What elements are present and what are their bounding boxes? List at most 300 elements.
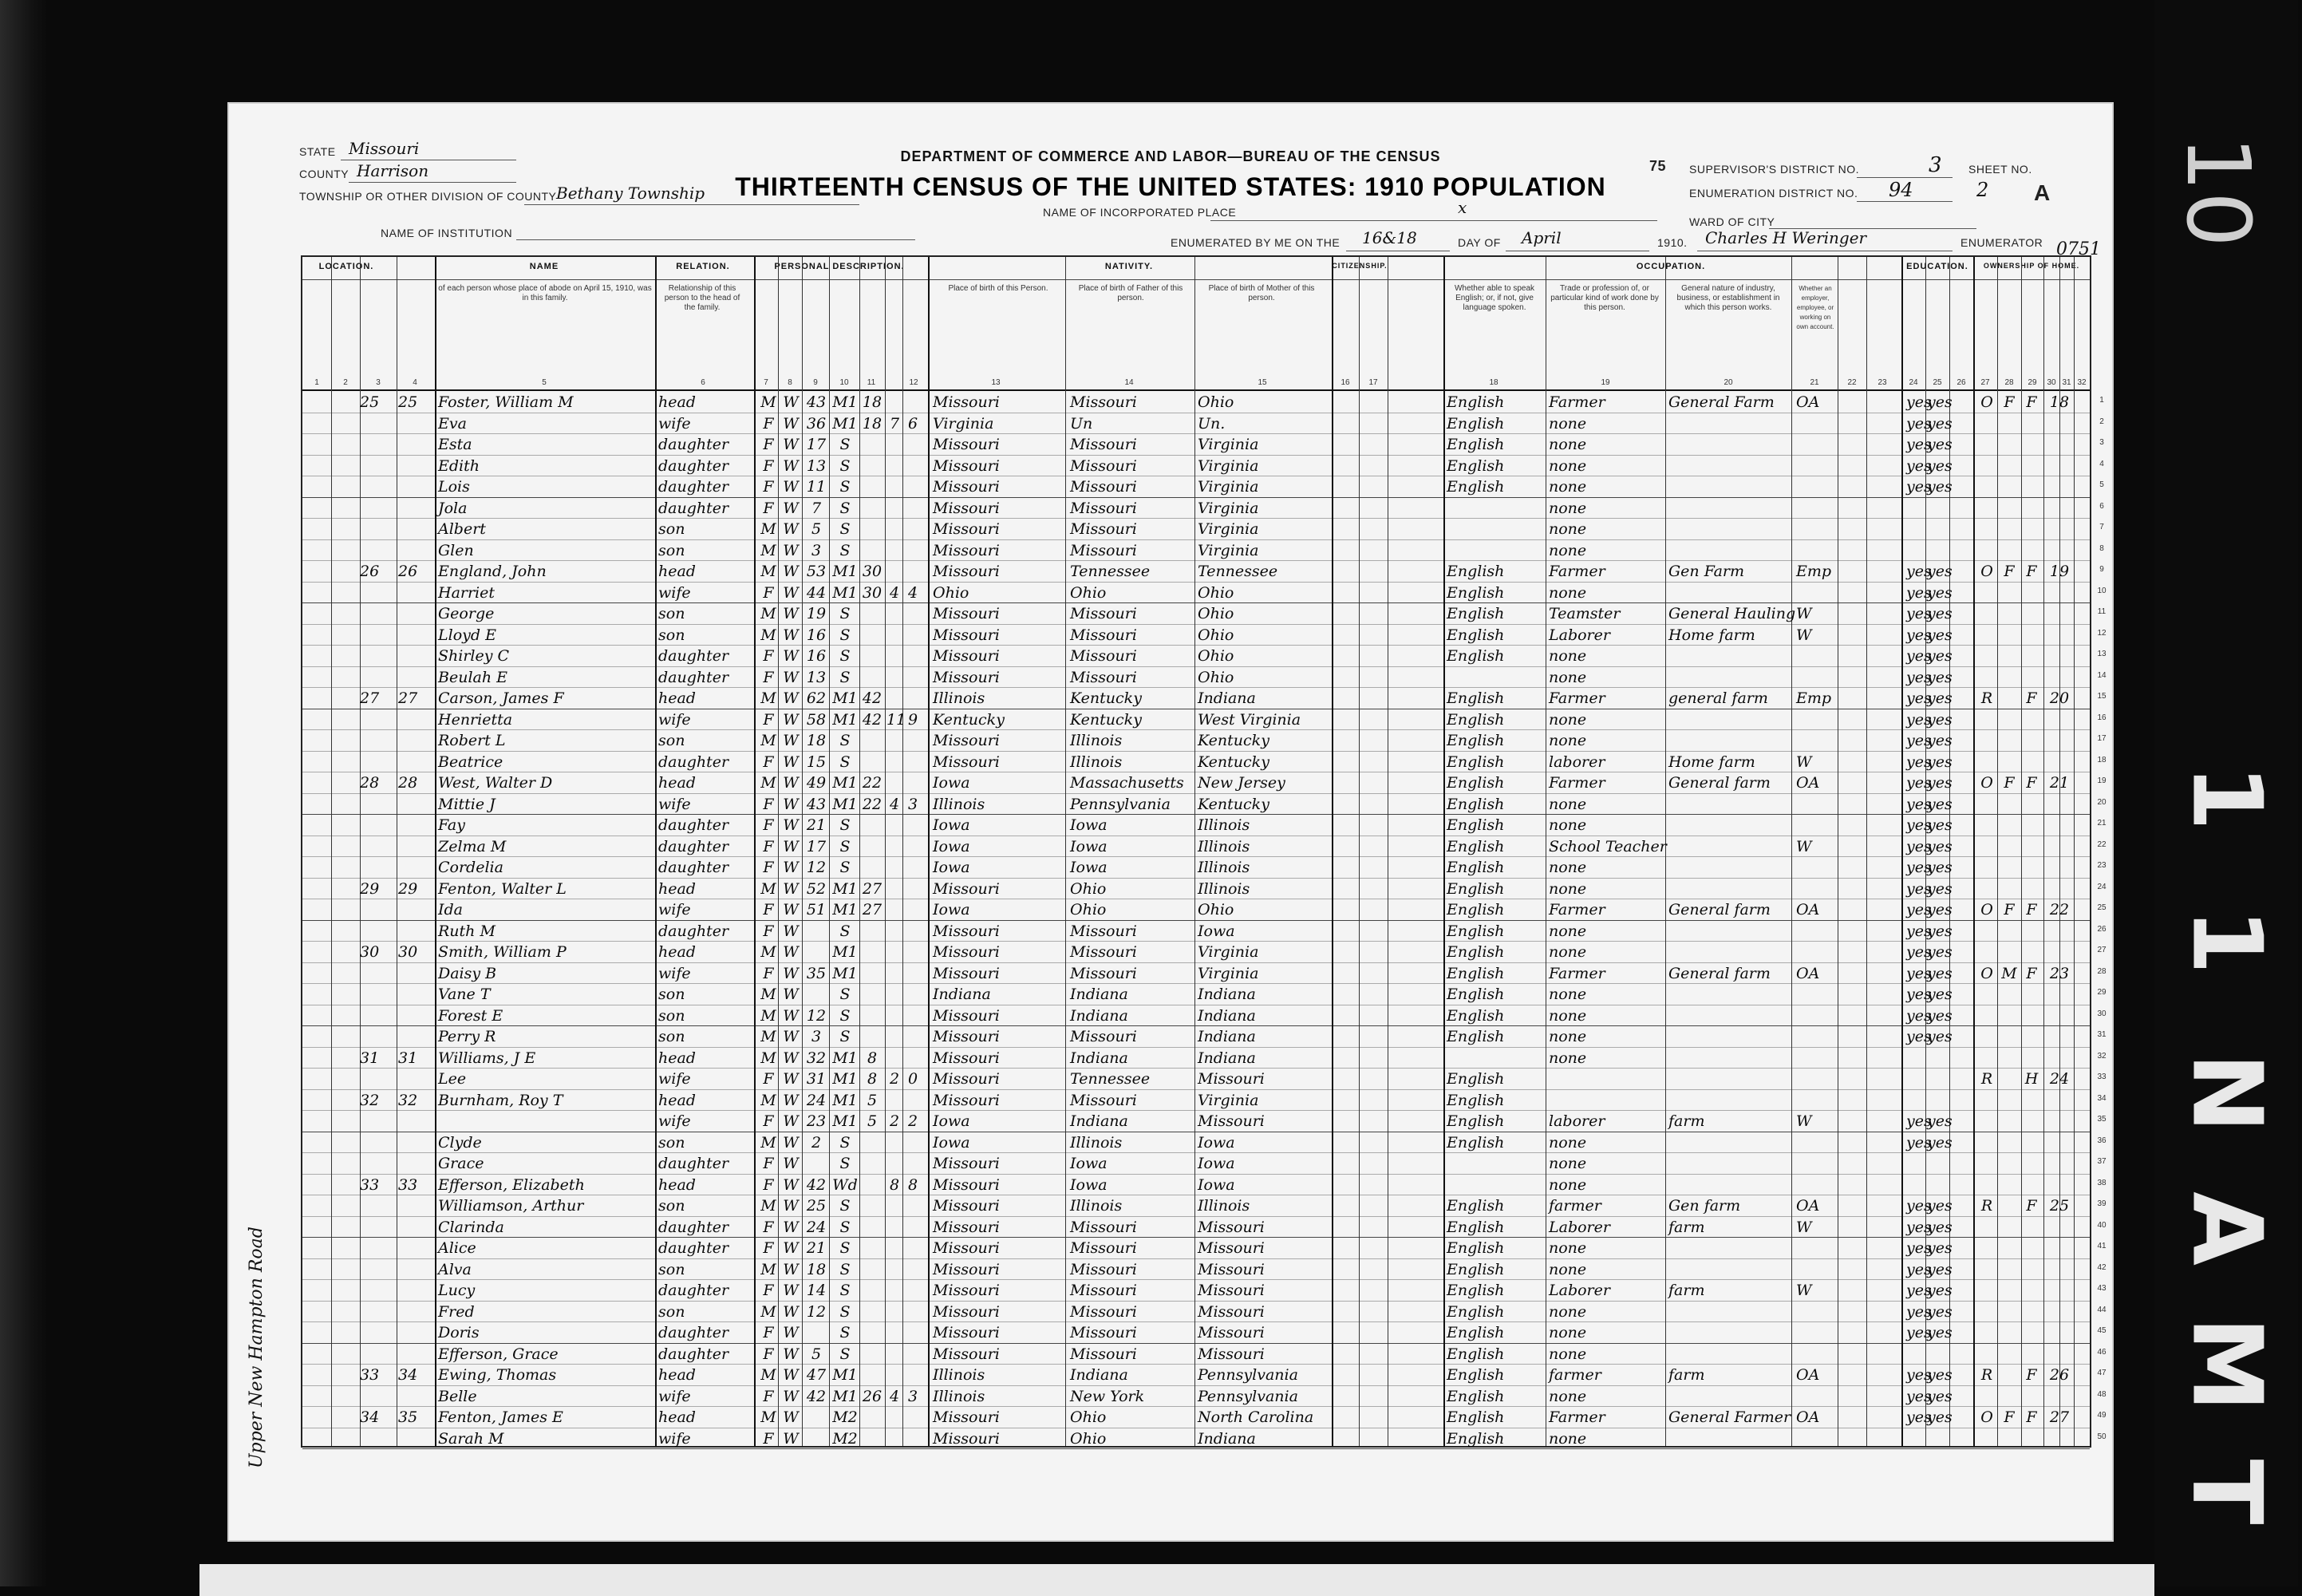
industry: General Farm bbox=[1668, 393, 1775, 411]
person-name: Foster, William M bbox=[438, 393, 574, 411]
race: W bbox=[783, 456, 799, 475]
relation: head bbox=[658, 1366, 696, 1384]
age: 17 bbox=[806, 837, 827, 855]
birthplace: Iowa bbox=[933, 859, 970, 876]
children-born bbox=[886, 1047, 902, 1069]
age: 52 bbox=[806, 879, 827, 898]
language bbox=[1447, 1152, 1542, 1174]
years-married: 5 bbox=[867, 1091, 878, 1109]
years-married bbox=[861, 539, 883, 561]
free-mortgaged bbox=[1999, 602, 2020, 624]
years-married bbox=[861, 729, 883, 751]
years-married bbox=[861, 1364, 883, 1385]
owned-rented bbox=[1976, 602, 1997, 624]
age: 17 bbox=[806, 436, 827, 453]
employment-class bbox=[1796, 1047, 1834, 1069]
dwelling-number bbox=[360, 602, 392, 624]
dwelling-number bbox=[360, 1216, 392, 1238]
farm-house bbox=[2021, 476, 2042, 497]
trade: none bbox=[1549, 1175, 1587, 1194]
can-read: yes bbox=[1906, 964, 1932, 982]
age: 2 bbox=[811, 1133, 822, 1152]
marital-status: M2 bbox=[832, 1429, 858, 1448]
marital-status: M1 bbox=[832, 774, 858, 792]
free-mortgaged bbox=[1999, 433, 2020, 455]
free-mortgaged bbox=[1999, 645, 2020, 666]
family-number bbox=[398, 709, 430, 730]
children-born bbox=[886, 729, 902, 751]
can-read: yes bbox=[1906, 1282, 1932, 1299]
family-number bbox=[398, 793, 430, 815]
farm-house bbox=[2021, 1005, 2042, 1026]
can-read: yes bbox=[1906, 1324, 1932, 1341]
farm-house: F bbox=[2026, 1197, 2037, 1215]
farm-house bbox=[2021, 455, 2042, 476]
line-number: 3 bbox=[2099, 438, 2104, 447]
employment-class: OA bbox=[1796, 901, 1820, 918]
person-name: Clarinda bbox=[438, 1218, 504, 1236]
industry: farm bbox=[1668, 1282, 1705, 1299]
line-number: 43 bbox=[2097, 1284, 2107, 1293]
family-number bbox=[398, 1025, 430, 1047]
industry bbox=[1668, 497, 1788, 519]
relation: daughter bbox=[658, 837, 729, 855]
family-number bbox=[398, 666, 430, 688]
sheet-id: 0751 bbox=[2056, 239, 2101, 259]
father-birthplace: Iowa bbox=[1070, 859, 1108, 876]
years-married bbox=[861, 666, 883, 688]
table-row bbox=[302, 856, 2107, 878]
trade: none bbox=[1549, 647, 1587, 665]
relation: daughter bbox=[658, 668, 729, 686]
language: English bbox=[1447, 816, 1505, 834]
race: W bbox=[783, 1091, 799, 1109]
free-mortgaged bbox=[1999, 1364, 2020, 1385]
children-living bbox=[904, 1321, 922, 1343]
birthplace: Missouri bbox=[933, 393, 1000, 411]
farm-house: F bbox=[2026, 901, 2037, 918]
can-read: yes bbox=[1906, 1006, 1932, 1025]
person-name: Jola bbox=[438, 499, 468, 517]
race: W bbox=[783, 626, 799, 644]
family-number bbox=[398, 1301, 430, 1322]
industry bbox=[1668, 1025, 1788, 1047]
race: W bbox=[783, 1112, 799, 1130]
race: W bbox=[783, 1006, 799, 1025]
county-value: Harrison bbox=[357, 161, 429, 180]
language: English bbox=[1447, 1387, 1505, 1405]
mother-birthplace: Kentucky bbox=[1198, 753, 1269, 771]
sex: M bbox=[760, 1133, 776, 1152]
children-born bbox=[886, 1195, 902, 1216]
industry bbox=[1668, 793, 1788, 815]
sex: F bbox=[763, 1070, 774, 1088]
children-living bbox=[904, 729, 922, 751]
line-number: 5 bbox=[2099, 480, 2104, 489]
employment-class bbox=[1796, 413, 1834, 434]
father-birthplace: Missouri bbox=[1070, 393, 1137, 411]
free-mortgaged bbox=[1999, 793, 2020, 815]
column-head-language: Whether able to speak English; or, if not, give language spoken. bbox=[1454, 284, 1535, 312]
sex: M bbox=[760, 689, 776, 707]
free-mortgaged bbox=[1999, 582, 2020, 603]
marital-status: S bbox=[839, 1155, 851, 1172]
can-read: yes bbox=[1906, 1387, 1932, 1405]
person-name: Lloyd E bbox=[438, 626, 496, 644]
farm-house bbox=[2021, 1216, 2042, 1238]
enumerator-label: ENUMERATOR bbox=[1960, 236, 2043, 249]
dwelling-number bbox=[360, 1301, 392, 1322]
can-write bbox=[1927, 1174, 1949, 1195]
relation: head bbox=[658, 563, 696, 580]
farm-house bbox=[2021, 582, 2042, 603]
race: W bbox=[783, 795, 799, 813]
birthplace: Iowa bbox=[933, 837, 970, 855]
mother-birthplace: Virginia bbox=[1198, 499, 1259, 517]
free-mortgaged bbox=[1999, 1068, 2020, 1089]
table-row bbox=[302, 1364, 2107, 1385]
line-number: 34 bbox=[2097, 1093, 2107, 1103]
children-born bbox=[886, 433, 902, 455]
race: W bbox=[783, 1049, 799, 1067]
age bbox=[804, 920, 829, 942]
farm-schedule: 23 bbox=[2049, 964, 2070, 982]
farm-house: F bbox=[2026, 1408, 2037, 1426]
trade: none bbox=[1549, 1387, 1587, 1405]
age: 43 bbox=[806, 795, 827, 813]
farm-house bbox=[2021, 1343, 2042, 1365]
race: W bbox=[783, 1218, 799, 1236]
farm-schedule bbox=[2043, 1428, 2075, 1449]
father-birthplace: Massachusetts bbox=[1070, 774, 1184, 792]
dwelling-number: 32 bbox=[360, 1091, 380, 1109]
column-number: 7 bbox=[764, 378, 768, 387]
race: W bbox=[783, 1260, 799, 1278]
industry bbox=[1668, 1385, 1788, 1407]
column-number: 11 bbox=[867, 378, 876, 387]
table-row bbox=[302, 1025, 2107, 1047]
table-row bbox=[302, 793, 2107, 815]
free-mortgaged bbox=[1999, 1385, 2020, 1407]
industry: Gen Farm bbox=[1668, 563, 1745, 580]
person-name: Robert L bbox=[438, 732, 506, 749]
owned-rented bbox=[1976, 793, 1997, 815]
owned-rented: R bbox=[1980, 1197, 1993, 1215]
film-frame-number: 10 bbox=[2167, 136, 2269, 247]
industry: Home farm bbox=[1668, 753, 1755, 771]
farm-house bbox=[2021, 624, 2042, 646]
employment-class bbox=[1796, 920, 1834, 942]
mother-birthplace: Illinois bbox=[1198, 879, 1250, 898]
trade: Farmer bbox=[1549, 901, 1605, 918]
marital-status: S bbox=[839, 986, 851, 1003]
years-married bbox=[861, 645, 883, 666]
family-number bbox=[398, 1152, 430, 1174]
father-birthplace: Missouri bbox=[1070, 1345, 1137, 1363]
can-write bbox=[1927, 1343, 1949, 1365]
children-born bbox=[886, 687, 902, 709]
column-number: 9 bbox=[813, 378, 818, 387]
relation: head bbox=[658, 1091, 696, 1109]
race: W bbox=[783, 436, 799, 453]
sex: F bbox=[763, 436, 774, 453]
children-living bbox=[904, 920, 922, 942]
birthplace: Ohio bbox=[933, 583, 969, 602]
father-birthplace: Indiana bbox=[1070, 1006, 1128, 1025]
language: English bbox=[1447, 943, 1505, 961]
line-number: 48 bbox=[2097, 1389, 2107, 1399]
children-living bbox=[904, 602, 922, 624]
industry bbox=[1668, 666, 1788, 688]
mother-birthplace: Pennsylvania bbox=[1198, 1366, 1298, 1384]
industry bbox=[1668, 1068, 1788, 1089]
family-number bbox=[398, 729, 430, 751]
industry bbox=[1668, 878, 1788, 899]
can-write: yes bbox=[1927, 1387, 1953, 1405]
mother-birthplace: Iowa bbox=[1198, 1175, 1235, 1194]
employment-class: OA bbox=[1796, 393, 1820, 411]
family-number bbox=[398, 582, 430, 603]
birthplace: Missouri bbox=[933, 964, 1000, 982]
family-number: 35 bbox=[398, 1408, 418, 1426]
owned-rented bbox=[1976, 814, 1997, 836]
trade: none bbox=[1549, 583, 1587, 602]
farm-schedule bbox=[2043, 666, 2075, 688]
family-number: 26 bbox=[398, 563, 418, 580]
birthplace: Missouri bbox=[933, 1429, 1000, 1448]
marital-status: S bbox=[839, 436, 851, 453]
language: English bbox=[1447, 1091, 1505, 1109]
trade: none bbox=[1549, 710, 1587, 729]
relation: daughter bbox=[658, 478, 729, 496]
age: 11 bbox=[806, 478, 827, 496]
farm-schedule bbox=[2043, 1301, 2075, 1322]
film-side-letter: 1 bbox=[2170, 764, 2282, 832]
father-birthplace: Missouri bbox=[1070, 499, 1137, 517]
race: W bbox=[783, 499, 799, 517]
language: English bbox=[1447, 478, 1505, 496]
father-birthplace: New York bbox=[1070, 1387, 1145, 1405]
relation: son bbox=[658, 732, 685, 749]
children-born bbox=[886, 751, 902, 772]
farm-schedule bbox=[2043, 793, 2075, 815]
farm-schedule: 21 bbox=[2049, 774, 2070, 792]
line-number: 9 bbox=[2099, 565, 2104, 574]
relation: daughter bbox=[658, 1239, 729, 1257]
sex: M bbox=[760, 943, 776, 961]
line-number: 49 bbox=[2097, 1411, 2107, 1420]
race: W bbox=[783, 901, 799, 918]
mother-birthplace: Indiana bbox=[1198, 1429, 1256, 1448]
can-read: yes bbox=[1906, 1239, 1932, 1257]
sex: M bbox=[760, 541, 776, 559]
table-row bbox=[302, 1258, 2107, 1280]
table-row bbox=[302, 1321, 2107, 1343]
marital-status: S bbox=[839, 1133, 851, 1152]
table-row bbox=[302, 1406, 2107, 1428]
age: 16 bbox=[806, 626, 827, 644]
line-number: 21 bbox=[2097, 819, 2107, 828]
person-name: Ida bbox=[438, 901, 463, 918]
dwelling-number bbox=[360, 709, 392, 730]
free-mortgaged: M bbox=[2001, 964, 2017, 982]
father-birthplace: Ohio bbox=[1070, 1408, 1107, 1426]
family-number bbox=[398, 1385, 430, 1407]
mother-birthplace: Indiana bbox=[1198, 1006, 1256, 1025]
farm-schedule: 18 bbox=[2049, 393, 2070, 411]
column-head-relation: Relationship of this person to the head of the family. bbox=[664, 284, 740, 312]
farm-house bbox=[2021, 878, 2042, 899]
dwelling-number bbox=[360, 1321, 392, 1343]
sheet-label: SHEET NO. bbox=[1968, 163, 2032, 176]
age: 14 bbox=[806, 1282, 827, 1299]
trade: none bbox=[1549, 1133, 1587, 1152]
farm-schedule bbox=[2043, 729, 2075, 751]
family-number bbox=[398, 1216, 430, 1238]
language: English bbox=[1447, 1324, 1505, 1341]
mother-birthplace: Kentucky bbox=[1198, 732, 1269, 749]
age: 32 bbox=[806, 1049, 827, 1067]
family-number bbox=[398, 497, 430, 519]
father-birthplace: Iowa bbox=[1070, 837, 1108, 855]
farm-house bbox=[2021, 1089, 2042, 1111]
birthplace: Iowa bbox=[933, 774, 970, 792]
industry: farm bbox=[1668, 1218, 1705, 1236]
owned-rented bbox=[1976, 983, 1997, 1005]
years-married: 30 bbox=[862, 583, 882, 602]
age: 3 bbox=[811, 541, 822, 559]
free-mortgaged bbox=[1999, 1216, 2020, 1238]
language: English bbox=[1447, 774, 1505, 792]
farm-schedule bbox=[2043, 1005, 2075, 1026]
table-row bbox=[302, 941, 2107, 962]
race: W bbox=[783, 710, 799, 729]
mother-birthplace: Iowa bbox=[1198, 1155, 1235, 1172]
employment-class bbox=[1796, 1428, 1834, 1449]
can-write: yes bbox=[1927, 563, 1953, 580]
father-birthplace: Missouri bbox=[1070, 943, 1137, 961]
employment-class bbox=[1796, 1089, 1834, 1111]
trade: Farmer bbox=[1549, 964, 1605, 982]
marital-status: M1 bbox=[832, 414, 858, 433]
column-number: 13 bbox=[991, 378, 1001, 387]
family-number: 33 bbox=[398, 1175, 418, 1194]
sex: M bbox=[760, 732, 776, 749]
group-personal: PERSONAL DESCRIPTION. bbox=[774, 262, 905, 271]
industry bbox=[1668, 709, 1788, 730]
farm-house: H bbox=[2024, 1070, 2039, 1088]
can-write: yes bbox=[1927, 456, 1953, 475]
owned-rented: O bbox=[1980, 563, 1993, 580]
industry bbox=[1668, 729, 1788, 751]
race: W bbox=[783, 837, 799, 855]
age bbox=[804, 1406, 829, 1428]
language: English bbox=[1447, 795, 1505, 813]
marital-status: S bbox=[839, 816, 851, 834]
trade: none bbox=[1549, 541, 1587, 559]
can-read: yes bbox=[1906, 774, 1932, 792]
owned-rented bbox=[1976, 1174, 1997, 1195]
can-write: yes bbox=[1927, 605, 1953, 622]
family-number bbox=[398, 1428, 430, 1449]
line-number: 19 bbox=[2097, 776, 2107, 785]
marital-status: M2 bbox=[832, 1408, 858, 1426]
marital-status: S bbox=[839, 753, 851, 771]
children-living bbox=[904, 687, 922, 709]
family-number: 34 bbox=[398, 1366, 418, 1384]
father-birthplace: Missouri bbox=[1070, 647, 1137, 665]
language: English bbox=[1447, 753, 1505, 771]
line-number: 12 bbox=[2097, 628, 2107, 638]
dwelling-number: 26 bbox=[360, 563, 380, 580]
mother-birthplace: Missouri bbox=[1198, 1260, 1265, 1278]
family-number bbox=[398, 602, 430, 624]
trade: none bbox=[1549, 859, 1587, 876]
line-number: 44 bbox=[2097, 1305, 2107, 1314]
sex: M bbox=[760, 986, 776, 1003]
marital-status: S bbox=[839, 668, 851, 686]
children-born: 4 bbox=[889, 583, 900, 602]
industry bbox=[1668, 1152, 1788, 1174]
sex: M bbox=[760, 879, 776, 898]
person-name: Smith, William P bbox=[438, 943, 567, 961]
row-rule bbox=[302, 1448, 2090, 1449]
dwelling-number bbox=[360, 497, 392, 519]
father-birthplace: Ohio bbox=[1070, 1429, 1107, 1448]
can-read: yes bbox=[1906, 816, 1932, 834]
can-read: yes bbox=[1906, 563, 1932, 580]
sex: F bbox=[763, 456, 774, 475]
next-frame-edge bbox=[199, 1564, 2154, 1596]
mother-birthplace: Virginia bbox=[1198, 478, 1259, 496]
column-head-name: of each person whose place of abode on April 15, 1910, was in this family. bbox=[438, 284, 652, 302]
can-read: yes bbox=[1906, 986, 1932, 1003]
sex: F bbox=[763, 710, 774, 729]
employment-class bbox=[1796, 582, 1834, 603]
farm-house bbox=[2021, 1110, 2042, 1132]
farm-schedule: 26 bbox=[2049, 1366, 2070, 1384]
free-mortgaged bbox=[1999, 1343, 2020, 1365]
sex: M bbox=[760, 1197, 776, 1215]
farm-schedule bbox=[2043, 941, 2075, 962]
free-mortgaged bbox=[1999, 1237, 2020, 1258]
years-married: 27 bbox=[862, 879, 882, 898]
employment-class: Emp bbox=[1796, 689, 1832, 707]
farm-schedule bbox=[2043, 1025, 2075, 1047]
children-born bbox=[886, 1005, 902, 1026]
can-read bbox=[1906, 539, 1925, 561]
farm-house bbox=[2021, 1428, 2042, 1449]
group-citizenship: CITIZENSHIP. bbox=[1332, 262, 1388, 270]
line-number: 2 bbox=[2099, 417, 2104, 426]
industry bbox=[1668, 455, 1788, 476]
owned-rented bbox=[1976, 666, 1997, 688]
farm-schedule: 20 bbox=[2049, 689, 2070, 707]
can-write: yes bbox=[1927, 1366, 1953, 1384]
person-name: Fenton, James E bbox=[438, 1408, 563, 1426]
film-edge-left bbox=[0, 0, 48, 1586]
age: 15 bbox=[806, 753, 827, 771]
race: W bbox=[783, 859, 799, 876]
trade: Farmer bbox=[1549, 774, 1605, 792]
children-born bbox=[886, 1025, 902, 1047]
can-read: yes bbox=[1906, 626, 1932, 644]
can-read bbox=[1906, 1428, 1925, 1449]
trade: none bbox=[1549, 414, 1587, 433]
sex: M bbox=[760, 520, 776, 538]
father-birthplace: Missouri bbox=[1070, 436, 1137, 453]
farm-house: F bbox=[2026, 563, 2037, 580]
